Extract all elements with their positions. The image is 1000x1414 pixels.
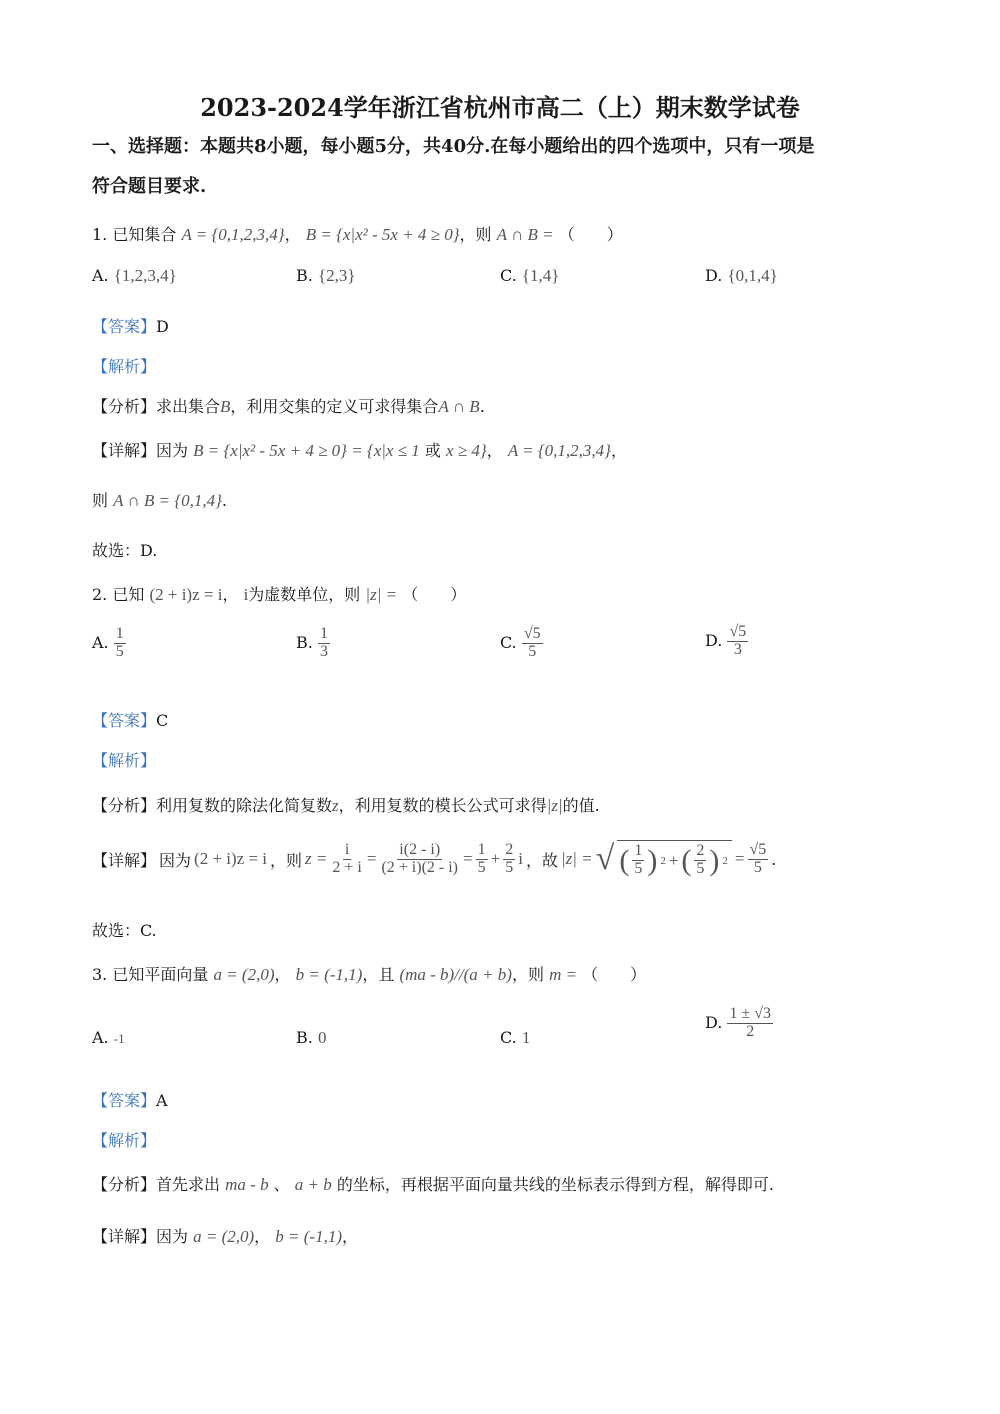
fenxi-text: 利用复数的除法化简复数 (156, 796, 333, 815)
denominator: 5 (634, 860, 643, 877)
q2-abs: |z| = (365, 585, 398, 604)
numerator: i(2 - i) (399, 840, 441, 858)
detail-tag: 【详解】 (92, 1227, 157, 1246)
fenxi-text: ，利用交集的定义可求得集合 (230, 397, 439, 416)
numerator: 1 ± √3 (729, 1005, 771, 1022)
q3-option-a (92, 1028, 125, 1047)
q1-then (92, 488, 227, 511)
q3-option-c (500, 1028, 530, 1048)
q3-stem-text: 3. 已知平面向量 (92, 965, 209, 984)
q2-stem-text: ， (222, 585, 239, 604)
q2-fenxi (92, 793, 600, 816)
denominator: 3 (733, 640, 742, 658)
detail-text: 因为 (159, 850, 192, 870)
option-label: C. (500, 266, 517, 285)
option-value: {2,3} (317, 266, 356, 285)
fenxi-tag: 【分析】 (92, 796, 157, 815)
fraction (727, 1006, 773, 1041)
option-label: A. (92, 266, 109, 285)
q2-imag-unit: i (243, 585, 249, 604)
fraction (748, 842, 769, 877)
equals: = (366, 849, 377, 868)
fraction (114, 626, 126, 661)
fenxi-math: A ∩ B (438, 397, 480, 416)
fenxi-tag: 【分析】 (92, 1175, 157, 1194)
fenxi-math: z (332, 796, 339, 815)
denominator: 5 (505, 858, 514, 876)
q2-stem-text: 为虚数单位，则 (248, 585, 361, 604)
analysis-tag: 【解析】 (92, 751, 157, 770)
detail-math: (2 + i)z = i (194, 849, 268, 868)
denominator: 5 (115, 642, 124, 660)
fenxi-math: |z| (546, 796, 563, 815)
q1-analysis-tag (92, 354, 156, 377)
q1-stem-then: ，则 (459, 225, 492, 244)
paren-icon: ( (681, 843, 692, 877)
q3-vector-a: a = (2,0) (213, 965, 275, 984)
fenxi-text: 的值. (562, 796, 600, 815)
option-value: 1 (521, 1028, 531, 1047)
q1-expr: A ∩ B = (496, 225, 554, 244)
fenxi-text: 首先求出 (156, 1175, 221, 1194)
fenxi-tag: 【分析】 (92, 397, 157, 416)
analysis-tag: 【解析】 (92, 1131, 157, 1150)
q3-fenxi (92, 1172, 774, 1195)
q1-option-c (500, 266, 559, 286)
q2-option-c (500, 626, 543, 661)
q3-analysis-tag (92, 1128, 156, 1151)
q3-vector-b: b = (-1,1) (295, 965, 363, 984)
exponent: 2 (660, 854, 666, 867)
paren-icon: ( (619, 843, 630, 877)
option-label: C. (500, 632, 517, 652)
numerator: 1 (115, 625, 124, 642)
fenxi-math: B (220, 397, 231, 416)
fraction (632, 843, 644, 878)
option-value: -1 (113, 1031, 125, 1046)
option-label: A. (92, 1028, 109, 1047)
sqrt-radicand (617, 840, 732, 878)
q3-option-b (296, 1028, 326, 1048)
q2-choose: 故选：C. (92, 921, 157, 940)
q1-option-d (705, 266, 778, 286)
fraction (476, 842, 488, 877)
q2-answer (92, 708, 168, 731)
detail-text: ， (486, 441, 503, 460)
q3-stem-text: ，且 (362, 965, 395, 984)
numerator: i (344, 840, 350, 858)
q3-paren: （ ） (582, 965, 647, 984)
q2-option-d (705, 624, 748, 659)
detail-text: 因为 (156, 441, 189, 460)
numerator: 1 (477, 840, 486, 858)
section-heading-line1: 一、选择题：本题共8小题，每小题5分，共40分.在每小题给出的四个选项中，只有一项是 (92, 136, 815, 157)
q2-paren: （ ） (402, 585, 467, 604)
q1-answer (92, 314, 169, 337)
q1-detail (92, 438, 627, 461)
numerator: √5 (523, 625, 541, 642)
q3-stem-text: ，则 (511, 965, 544, 984)
q1-stem-text: 1. 已知集合 (92, 225, 177, 244)
q3-relation: (ma - b)//(a + b) (399, 965, 512, 984)
paren-icon: ) (647, 843, 658, 877)
fraction (727, 624, 748, 659)
detail-math: |z| = (560, 849, 593, 868)
detail-text: . (771, 849, 777, 869)
denominator: 5 (477, 858, 486, 876)
fenxi-math: ma - b (225, 1175, 269, 1194)
option-label: D. (705, 1012, 723, 1032)
detail-math: z = (305, 849, 328, 868)
option-label: D. (705, 630, 723, 650)
equals: = (463, 849, 473, 868)
option-value: 0 (317, 1028, 327, 1047)
detail-math: B = {x|x² - 5x + 4 ≥ 0} = {x|x ≤ 1 (193, 441, 420, 460)
q2-stem-text: 2. 已知 (92, 585, 145, 604)
q1-set-b: B = {x|x² - 5x + 4 ≥ 0} (305, 225, 460, 244)
detail-text: ， (342, 1227, 359, 1246)
q2-option-b (296, 626, 330, 661)
detail-tag: 【详解】 (92, 441, 157, 460)
fenxi-text: 求出集合 (156, 397, 221, 416)
q1-option-a (92, 266, 177, 286)
detail-text: ， (610, 441, 627, 460)
option-label: B. (296, 266, 313, 285)
answer-value: C (156, 711, 169, 730)
option-value: {1,2,3,4} (113, 266, 177, 285)
imag-unit: i (518, 849, 523, 868)
fraction (694, 843, 706, 878)
q3-option-d (705, 1006, 773, 1041)
question-1-stem (92, 222, 623, 245)
q1-fenxi (92, 394, 485, 417)
q3-stem-text: ， (274, 965, 291, 984)
answer-value: A (156, 1091, 168, 1110)
exponent: 2 (722, 854, 728, 867)
q2-option-a (92, 626, 126, 661)
denominator: 5 (753, 858, 762, 876)
fenxi-text: 、 (273, 1175, 290, 1194)
fraction (522, 626, 543, 661)
numerator: 1 (319, 625, 328, 642)
detail-text: 或 (424, 441, 441, 460)
fenxi-text: ，利用复数的模长公式可求得 (338, 796, 547, 815)
detail-text: 因为 (156, 1227, 189, 1246)
q3-m: m = (549, 965, 578, 984)
denominator: (2 + i)(2 - i) (381, 858, 459, 876)
detail-tag: 【详解】 (92, 850, 157, 870)
detail-math: b = (-1,1) (275, 1227, 342, 1246)
equals: = (734, 849, 745, 868)
option-label: C. (500, 1028, 517, 1047)
answer-tag: 【答案】 (92, 317, 157, 336)
detail-math: A ∩ B = {0,1,4} (113, 491, 222, 510)
q3-answer (92, 1088, 168, 1111)
q2-detail (92, 840, 776, 878)
detail-text: ，则 (270, 850, 303, 870)
fenxi-text: . (479, 397, 485, 416)
detail-math: x ≥ 4} (446, 441, 487, 460)
option-label: A. (92, 632, 109, 652)
q1-comma: ， (284, 225, 301, 244)
option-label: B. (296, 632, 313, 652)
numerator: 1 (634, 842, 643, 860)
denominator: 5 (528, 642, 537, 660)
q1-choose: 故选：D. (92, 541, 158, 560)
sqrt-icon: √ (595, 840, 615, 877)
fenxi-math: a + b (294, 1175, 332, 1194)
detail-text: ，故 (525, 850, 558, 870)
q1-set-a: A = {0,1,2,3,4} (181, 225, 285, 244)
numerator: √5 (749, 840, 767, 858)
fenxi-text: 的坐标，再根据平面向量共线的坐标表示得到方程，解得即可. (336, 1175, 774, 1194)
option-value: {0,1,4} (727, 266, 778, 285)
answer-tag: 【答案】 (92, 711, 157, 730)
detail-text: 则 (92, 491, 109, 510)
detail-text: . (221, 491, 228, 510)
option-label: D. (705, 266, 723, 285)
denominator: 3 (319, 642, 328, 660)
option-value: {1,4} (521, 266, 560, 285)
page-title: 2023-2024学年浙江省杭州市高二（上）期末数学试卷 (200, 93, 800, 122)
question-2-stem (92, 582, 466, 605)
q2-analysis-tag (92, 748, 156, 771)
denominator: 5 (696, 860, 705, 877)
fraction (379, 842, 460, 877)
fraction (330, 842, 363, 877)
q1-option-b (296, 266, 356, 286)
detail-text: ， (254, 1227, 271, 1246)
paren-icon: ) (709, 843, 720, 877)
numerator: 2 (696, 842, 705, 860)
answer-tag: 【答案】 (92, 1091, 157, 1110)
plus: + (668, 850, 679, 870)
numerator: 2 (505, 840, 514, 858)
option-label: B. (296, 1028, 313, 1047)
section-heading-line2: 符合题目要求. (92, 176, 207, 197)
detail-math: a = (2,0) (193, 1227, 255, 1246)
q1-paren: （ ） (558, 225, 623, 244)
denominator: 2 (746, 1022, 755, 1040)
answer-value: D (156, 317, 169, 336)
plus: + (490, 849, 501, 868)
fraction (503, 842, 515, 877)
detail-math: A = {0,1,2,3,4} (507, 441, 611, 460)
question-3-stem (92, 962, 646, 985)
denominator: 2 + i (332, 858, 362, 876)
numerator: √5 (729, 623, 747, 640)
q3-detail (92, 1224, 358, 1247)
q2-equation: (2 + i)z = i (149, 585, 223, 604)
fraction (318, 626, 330, 661)
analysis-tag: 【解析】 (92, 357, 157, 376)
